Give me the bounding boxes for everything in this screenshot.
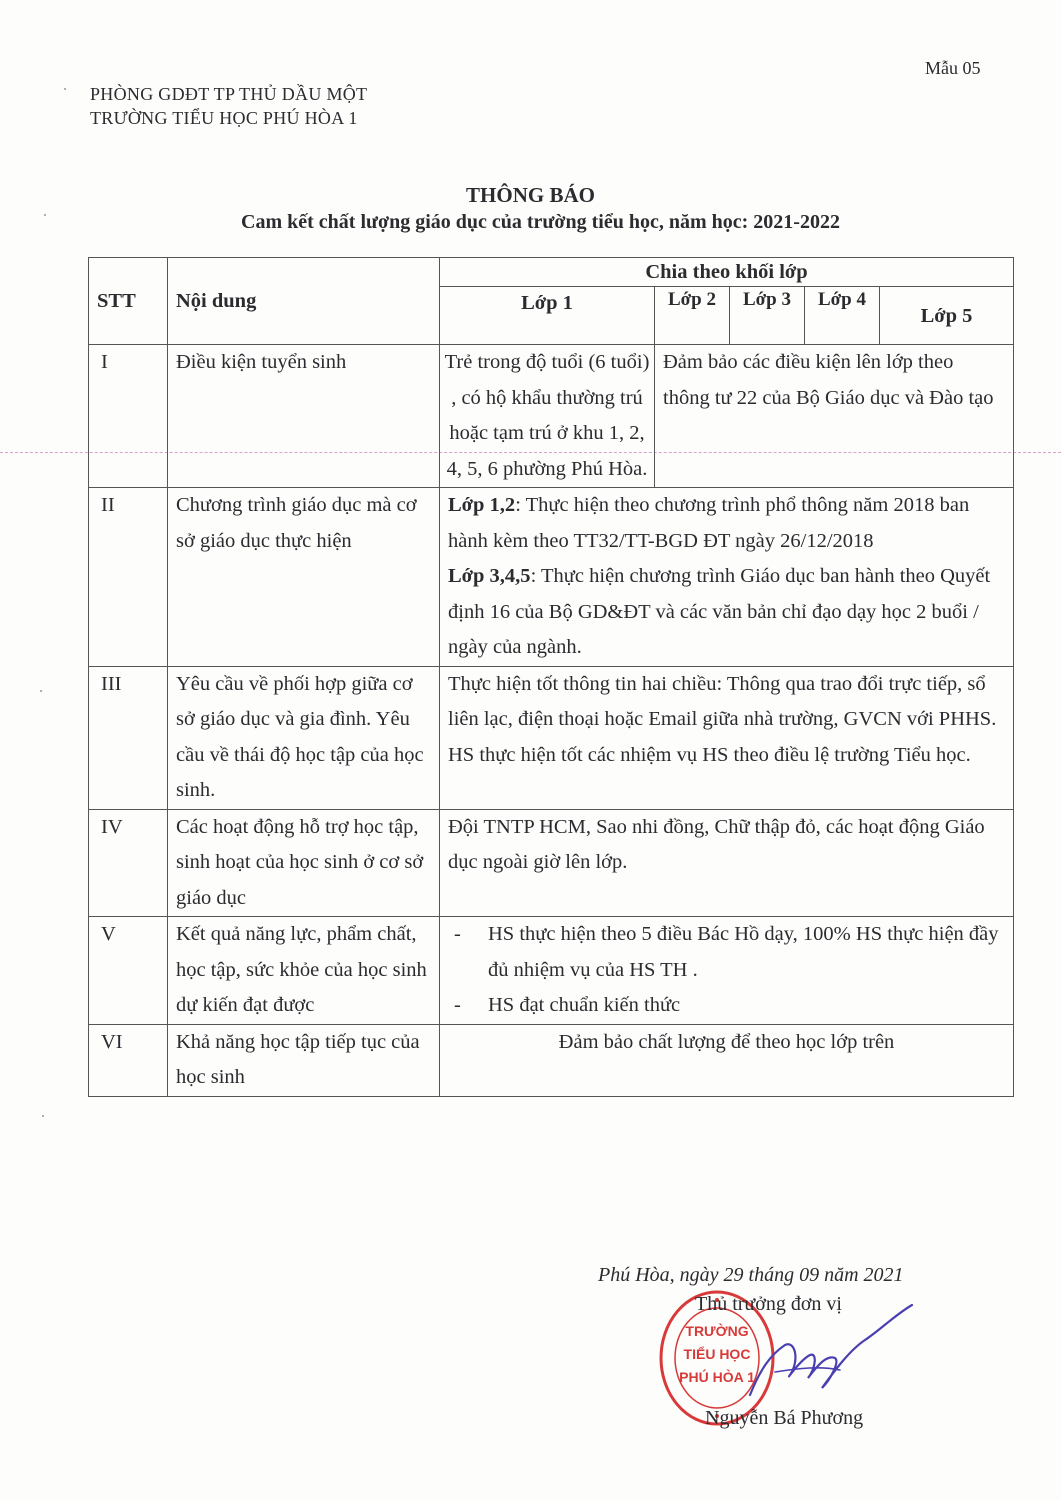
header-stt-label: STT [97,290,136,312]
header-grade-1: Lớp 1 [440,287,655,345]
org-school: TRƯỜNG TIỂU HỌC PHÚ HÒA 1 [90,108,358,128]
signer-name: Nguyễn Bá Phương [705,1407,864,1429]
scan-speck [64,88,66,90]
paragraph: Thực hiện tốt thông tin hai chiều: Thông qua trao đổi trực tiếp, sổ liên lạc, điện thoại hoặc Email giữa nhà trường, GVCN với PHHS. [448,672,997,730]
place-and-date: Phú Hòa, ngày 29 tháng 09 năm 2021 [598,1264,904,1286]
row-content: Các hoạt động hỗ trợ học tập, sinh hoạt của học sinh ở cơ sở giáo dục [168,809,440,917]
paragraph: HS thực hiện tốt các nhiệm vụ HS theo điều lệ trường Tiểu học. [448,743,971,766]
row-detail: Đảm bảo chất lượng để theo học lớp trên [440,1024,1014,1096]
paragraph-label: Lớp 3,4,5 [448,565,531,587]
list-item: - HS thực hiện theo 5 điều Bác Hồ dạy, 100% HS thực hiện đầy đủ nhiệm vụ của HS TH . [448,917,1005,988]
header-content [168,258,440,345]
table-row [89,488,1014,667]
org-department: PHÒNG GDĐT TP THỦ DẦU MỘT [90,84,368,104]
row-grade1-text: Trẻ trong độ tuổi (6 tuổi) , có hộ khẩu thường trú hoặc tạm trú ở khu 1, 2, 4, 5, 6 phường Phú Hòa. [440,345,655,488]
scan-speck [40,690,42,692]
header-grade-3: Lớp 3 [730,287,805,345]
form-number: Mẫu 05 [925,58,981,78]
row-content: Điều kiện tuyển sinh [168,345,440,488]
table-row [89,666,1014,809]
stamp-line-2: TIỂU HỌC [683,1346,751,1362]
row-stt: IV [89,809,168,917]
stamp-line-3: PHÚ HÒA 1 [679,1369,755,1385]
row-detail [440,488,1014,667]
row-content: Kết quả năng lực, phẩm chất, học tập, sức khỏe của học sinh dự kiến đạt được [168,917,440,1025]
paragraph [448,559,1005,666]
row-stt: VI [89,1024,168,1096]
header-content-label: Nội dung [176,290,257,312]
stamp-line-1: TRƯỜNG [685,1323,749,1339]
row-detail: Đội TNTP HCM, Sao nhi đồng, Chữ thập đỏ, các hoạt động Giáo dục ngoài giờ lên lớp. [440,809,1014,917]
row-detail [440,917,1014,1025]
document-subtitle: Cam kết chất lượng giáo dục của trường tiểu học, năm học: 2021-2022 [241,211,840,233]
table-row [89,917,1014,1025]
row-stt: III [89,666,168,809]
table-header-row [89,258,1014,287]
row-content: Yêu cầu về phối hợp giữa cơ sở giáo dục và gia đình. Yêu cầu về thái độ học tập của học sinh. [168,666,440,809]
row-grade2-5-text: Đảm bảo các điều kiện lên lớp theo thông tư 22 của Bộ Giáo dục và Đào tạo [655,345,1014,488]
header-grade-group: Chia theo khối lớp [440,258,1014,287]
row-content: Chương trình giáo dục mà cơ sở giáo dục thực hiện [168,488,440,667]
table-row [89,809,1014,917]
header-grade-2: Lớp 2 [655,287,730,345]
header-grade-4: Lớp 4 [805,287,880,345]
row-stt: V [89,917,168,1025]
document-title: THÔNG BÁO [466,183,595,207]
row-stt: I [89,345,168,488]
scan-speck [42,1115,44,1117]
row-content: Khả năng học tập tiếp tục của học sinh [168,1024,440,1096]
row-detail [440,666,1014,809]
paragraph-text: : Thực hiện chương trình Giáo dục ban hành theo Quyết định 16 của Bộ GD&ĐT và các văn bản chỉ đạo dạy học 2 buổi / ngày của ngành. [448,565,991,658]
header-stt [89,258,168,345]
paragraph [448,488,1005,559]
table-row [89,1024,1014,1096]
result-list [448,917,1005,1024]
signer-role: Thủ trưởng đơn vị [695,1293,842,1315]
header-grade-5: Lớp 5 [880,287,1014,345]
paragraph-label: Lớp 1,2 [448,494,516,516]
commitment-table [88,257,1014,1097]
paragraph-text: : Thực hiện theo chương trình phổ thông năm 2018 ban hành kèm theo TT32/TT-BGD ĐT ngày 26/12/2018 [448,494,970,552]
signature-icon [690,1300,920,1410]
row-stt: II [89,488,168,667]
table-row [89,345,1014,488]
list-item: - HS đạt chuẩn kiến thức [448,988,1005,1024]
